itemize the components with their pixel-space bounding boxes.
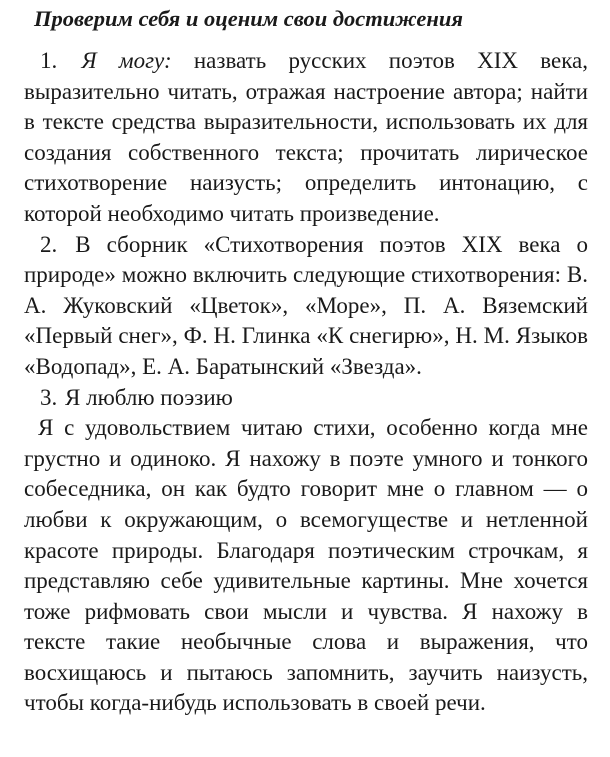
item-1-text: назвать русских поэтов XIX века, выразительно читать, отражая настроение автора; найти в тексте средства выразительности, использовать их для создания собственного текста; прочитать лирическое стихотворение наизусть; определить интонацию, с которой необходимо читать произведение. <box>24 48 588 226</box>
item-3 <box>24 383 588 414</box>
essay-paragraph: Я с удовольствием читаю стихи, особенно когда мне грустно и одиноко. Я нахожу в поэте умного и тонкого собеседника, он как будто говорит мне о главном — о любви к окружающим, о всемогуществе и нетленной красоте природы. Благодаря поэтическим строчкам, я представляю себе удивительные картины. Мне хочется тоже рифмовать свои мысли и чувства. Я нахожу в тексте такие необычные слова и выражения, что восхищаюсь и пытаюсь запомнить, заучить наизусть, чтобы когда-нибудь использовать в своей речи. <box>24 415 588 716</box>
item-1-lead: Я могу: <box>81 48 172 73</box>
item-1-number: 1. <box>40 48 58 73</box>
item-2-text: В сборник «Стихотворения поэтов XIX века о природе» можно включить следующие стихотворения: В. А. Жуковский «Цветок», «Море», П. А. Вяземский «Первый снег», Ф. Н. Глинка «К снегирю», Н. М. Языков «Водопад», Е. А. Баратынский «Звезда». <box>24 231 589 379</box>
item-1 <box>24 46 588 230</box>
section-heading: Проверим себя и оценим свои достижения <box>34 6 464 31</box>
item-2-number: 2. <box>40 231 58 257</box>
item-3-number: 3. <box>40 384 58 410</box>
item-3-text: Я люблю поэзию <box>65 384 233 410</box>
item-2 <box>24 230 588 383</box>
